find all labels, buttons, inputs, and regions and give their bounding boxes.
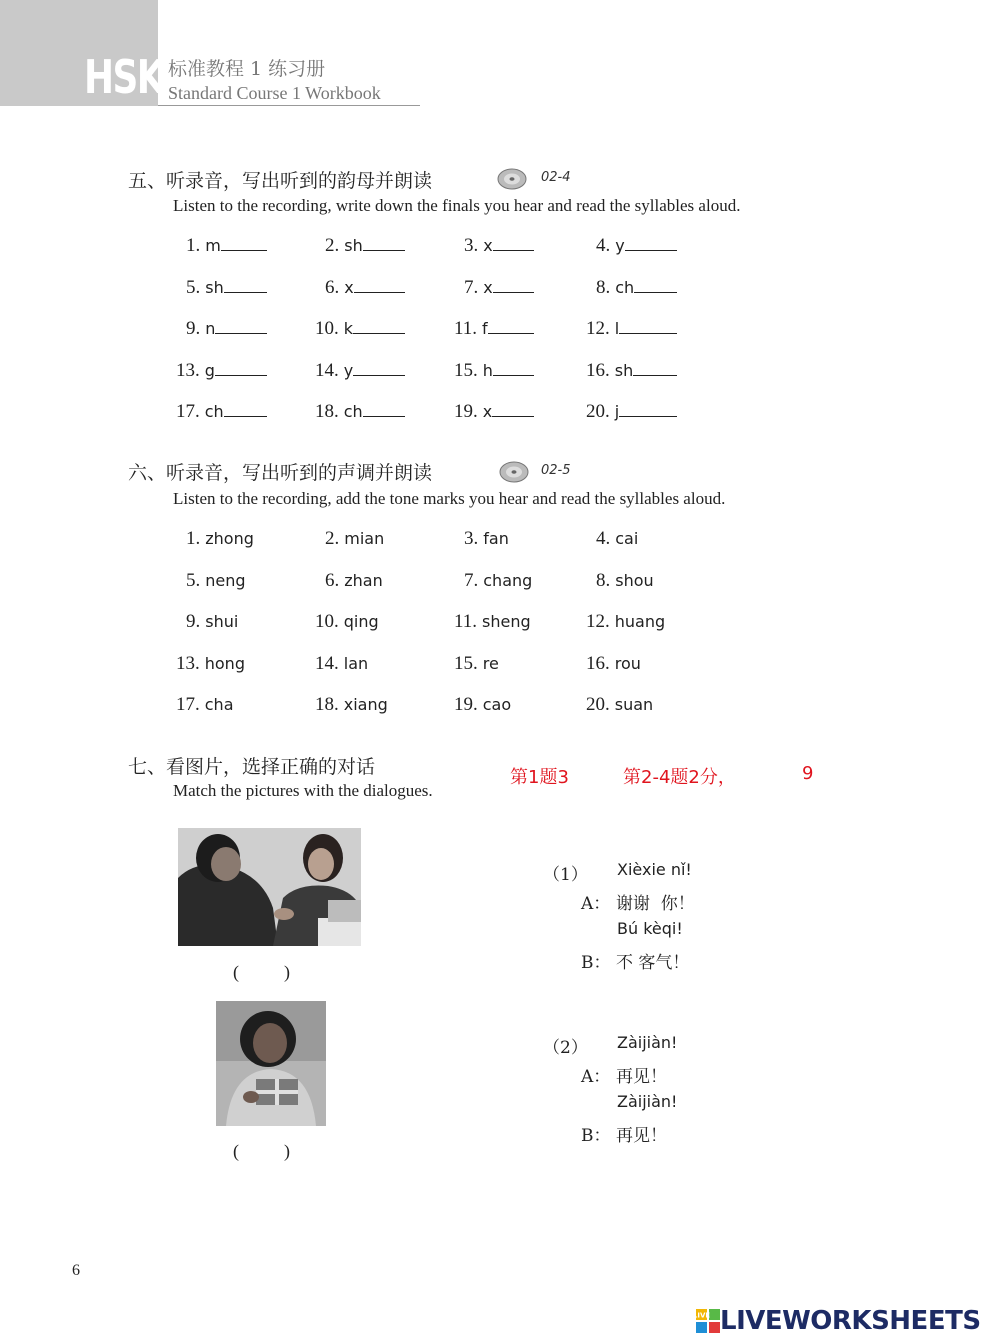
item-number: 17. (176, 401, 200, 422)
item-number: 20. (586, 401, 610, 422)
final-item[interactable] (325, 235, 405, 257)
section7-heading: 七、看图片，选择正确的对话 (128, 756, 376, 778)
item-syllable: rou (614, 653, 641, 673)
final-item[interactable] (186, 318, 267, 340)
final-item[interactable] (464, 235, 534, 257)
answer-blank[interactable] (363, 402, 405, 417)
tone-item (315, 653, 368, 675)
book-title-cn: 标准教程 1 练习册 (168, 58, 326, 80)
answer-blank[interactable] (493, 236, 534, 251)
answer-blank[interactable] (221, 236, 267, 251)
audio-track-code: 02-4 (541, 170, 571, 185)
tone-item (325, 528, 384, 550)
item-number: 4. (596, 235, 611, 256)
answer-blank[interactable] (215, 361, 267, 376)
item-syllable: y (343, 360, 354, 380)
answer-blank-2[interactable]: ( ) (233, 1141, 290, 1161)
answer-blank[interactable] (619, 402, 677, 417)
speaker-b-label: B： (581, 1126, 611, 1146)
item-syllable: cha (204, 695, 234, 714)
item-number: 17. (176, 694, 200, 715)
final-item[interactable] (454, 360, 534, 382)
item-number: 9. (186, 318, 201, 339)
item-number: 10. (315, 318, 339, 339)
item-number: 6. (325, 276, 340, 298)
item-number: 3. (464, 235, 479, 256)
item-number: 9. (186, 611, 201, 632)
item-syllable: n (205, 319, 216, 338)
tone-item (176, 694, 234, 716)
item-number: 12. (586, 611, 610, 632)
item-syllable: k (343, 319, 354, 338)
item-syllable: suan (614, 695, 654, 714)
tone-item (586, 611, 665, 633)
item-syllable: f (482, 319, 488, 338)
item-number: 20. (586, 694, 610, 715)
answer-blank[interactable] (353, 361, 405, 376)
item-syllable: re (482, 653, 499, 673)
item-number: 5. (186, 569, 201, 591)
speaker-a-label: A： (581, 894, 611, 914)
item-number: 15. (454, 652, 478, 674)
item-number: 4. (596, 528, 611, 549)
tone-item (464, 570, 532, 592)
answer-blank[interactable] (493, 361, 534, 376)
final-item[interactable] (315, 360, 405, 382)
item-number: 13. (176, 652, 200, 674)
answer-blank[interactable] (492, 402, 534, 417)
answer-blank[interactable] (224, 402, 267, 417)
item-number: 10. (315, 611, 339, 632)
item-syllable: cai (615, 529, 639, 548)
liveworksheets-wordmark: LIVEWORKSHEETS (720, 1306, 981, 1336)
speaker-b-label: B： (581, 953, 611, 973)
item-syllable: sh (614, 360, 634, 380)
handshake-photo (178, 828, 361, 946)
item-syllable: ch (204, 402, 224, 421)
item-number: 6. (325, 569, 340, 591)
item-syllable: j (614, 402, 620, 421)
dialogue-hanzi-a: 谢谢 你！ (616, 894, 695, 914)
item-number: 11. (454, 611, 478, 632)
item-number: 2. (325, 528, 340, 549)
item-syllable: m (205, 236, 221, 255)
item-syllable: mian (344, 529, 385, 548)
item-number: 18. (315, 694, 339, 715)
item-syllable: zhong (205, 529, 254, 548)
section6-heading: 六、听录音，写出听到的声调并朗读 (128, 462, 433, 484)
item-syllable: ch (343, 402, 363, 421)
item-number: 16. (586, 359, 610, 381)
tone-item (586, 694, 653, 716)
dialogue-pinyin-b: Bú kèqi! (617, 919, 683, 938)
item-number: 8. (596, 276, 611, 298)
final-item[interactable] (586, 360, 677, 382)
item-syllable: x (483, 236, 493, 255)
final-item[interactable] (586, 401, 677, 423)
item-syllable: l (614, 319, 620, 338)
tone-item (586, 653, 641, 675)
answer-blank[interactable] (634, 278, 677, 293)
tone-item (454, 653, 499, 675)
item-number: 2. (325, 235, 340, 256)
tone-item (315, 611, 379, 633)
dialogue-pinyin-b: Zàijiàn! (617, 1092, 678, 1111)
item-syllable: x (483, 277, 493, 297)
item-syllable: sheng (482, 612, 531, 631)
item-syllable: x (344, 277, 354, 297)
item-syllable: cao (482, 695, 512, 714)
section6-instruction: Listen to the recording, add the tone marks you hear and read the syllables aloud. (173, 489, 726, 508)
item-syllable: qing (343, 612, 379, 631)
tone-item (464, 528, 509, 550)
final-item[interactable] (186, 277, 267, 299)
item-syllable: huang (614, 612, 666, 631)
liveworksheets-mark-icon (692, 1309, 720, 1333)
item-number: 11. (454, 318, 478, 339)
item-number: 19. (454, 401, 478, 422)
audio-track-code: 02-5 (541, 463, 571, 478)
item-number: 13. (176, 359, 200, 381)
item-number: 1. (186, 528, 201, 549)
audio-cd-icon[interactable] (499, 459, 529, 483)
score-note-part2: 第2-4题2分， (623, 767, 736, 788)
audio-cd-icon[interactable] (497, 166, 527, 190)
item-number: 14. (315, 652, 339, 674)
item-syllable: y (615, 236, 625, 255)
tone-item (186, 570, 246, 592)
item-syllable: zhan (344, 570, 383, 590)
answer-blank[interactable] (215, 319, 267, 334)
final-item[interactable] (325, 277, 405, 299)
answer-blank[interactable] (224, 278, 267, 293)
speaker-a-label: A： (581, 1067, 611, 1087)
score-note-part1: 第1题3 (510, 767, 569, 788)
item-number: 7. (464, 569, 479, 591)
item-syllable: g (204, 360, 215, 380)
answer-blank[interactable] (619, 319, 677, 334)
item-number: 19. (454, 694, 478, 715)
dialogue-pinyin-a: Zàijiàn! (617, 1033, 678, 1052)
final-item[interactable] (454, 318, 534, 340)
score-note-part3: 9 (802, 763, 814, 784)
item-syllable: xiang (343, 695, 388, 714)
liveworksheets-logo[interactable] (692, 1306, 981, 1336)
answer-blank[interactable] (625, 236, 677, 251)
item-syllable: sh (344, 236, 363, 255)
item-syllable: ch (615, 277, 635, 297)
final-item[interactable] (315, 318, 405, 340)
answer-blank[interactable] (363, 236, 405, 251)
answer-blank[interactable] (493, 278, 534, 293)
dialogue-number: （1） (543, 865, 588, 885)
svg-text:LIVE: LIVE (692, 1311, 711, 1320)
answer-blank[interactable] (354, 278, 405, 293)
item-number: 5. (186, 276, 201, 298)
header-rule (158, 105, 420, 106)
dialogue-hanzi-b: 再见！ (616, 1126, 667, 1146)
tone-item (176, 653, 245, 675)
final-item[interactable] (596, 235, 677, 257)
item-syllable: h (482, 360, 493, 380)
gift-photo (216, 1001, 326, 1126)
item-number: 14. (315, 359, 339, 381)
tone-item (454, 611, 531, 633)
item-syllable: x (482, 402, 493, 421)
tone-item (454, 694, 511, 716)
dialogue-hanzi-b: 不 客气！ (616, 953, 690, 973)
dialogue-number: （2） (543, 1038, 588, 1058)
item-syllable: neng (205, 570, 246, 590)
tone-item (325, 570, 383, 592)
section7-instruction: Match the pictures with the dialogues. (173, 781, 433, 800)
item-number: 7. (464, 276, 479, 298)
item-syllable: sh (205, 277, 224, 297)
answer-blank[interactable] (488, 319, 534, 334)
tone-item (315, 694, 388, 716)
page-number: 6 (72, 1262, 80, 1279)
item-syllable: fan (483, 529, 509, 548)
item-number: 8. (596, 569, 611, 591)
answer-blank[interactable] (633, 361, 677, 376)
item-syllable: chang (483, 570, 533, 590)
final-item[interactable] (176, 360, 267, 382)
final-item[interactable] (596, 277, 677, 299)
item-number: 18. (315, 401, 339, 422)
tone-item (186, 611, 238, 633)
answer-blank-1[interactable]: ( ) (233, 962, 290, 982)
item-number: 1. (186, 235, 201, 256)
final-item[interactable] (586, 318, 677, 340)
item-syllable: shou (615, 570, 654, 590)
final-item[interactable] (464, 277, 534, 299)
final-item[interactable] (454, 401, 534, 423)
dialogue-pinyin-a: Xièxie nǐ! (617, 860, 692, 879)
item-number: 15. (454, 359, 478, 381)
item-syllable: lan (343, 653, 369, 673)
item-number: 16. (586, 652, 610, 674)
item-number: 3. (464, 528, 479, 549)
tone-item (596, 570, 654, 592)
item-syllable: shui (205, 612, 239, 631)
section5-heading: 五、听录音，写出听到的韵母并朗读 (128, 170, 433, 192)
tone-item (596, 528, 638, 550)
section5-instruction: Listen to the recording, write down the finals you hear and read the syllables aloud. (173, 196, 741, 215)
dialogue-hanzi-a: 再见！ (616, 1067, 667, 1087)
answer-blank[interactable] (353, 319, 405, 334)
tone-item (186, 528, 254, 550)
item-number: 12. (586, 318, 610, 339)
book-title-en: Standard Course 1 Workbook (168, 83, 381, 103)
brand-logo: HSK (84, 50, 163, 104)
final-item[interactable] (186, 235, 267, 257)
final-item[interactable] (176, 401, 267, 423)
final-item[interactable] (315, 401, 405, 423)
item-syllable: hong (204, 653, 245, 673)
